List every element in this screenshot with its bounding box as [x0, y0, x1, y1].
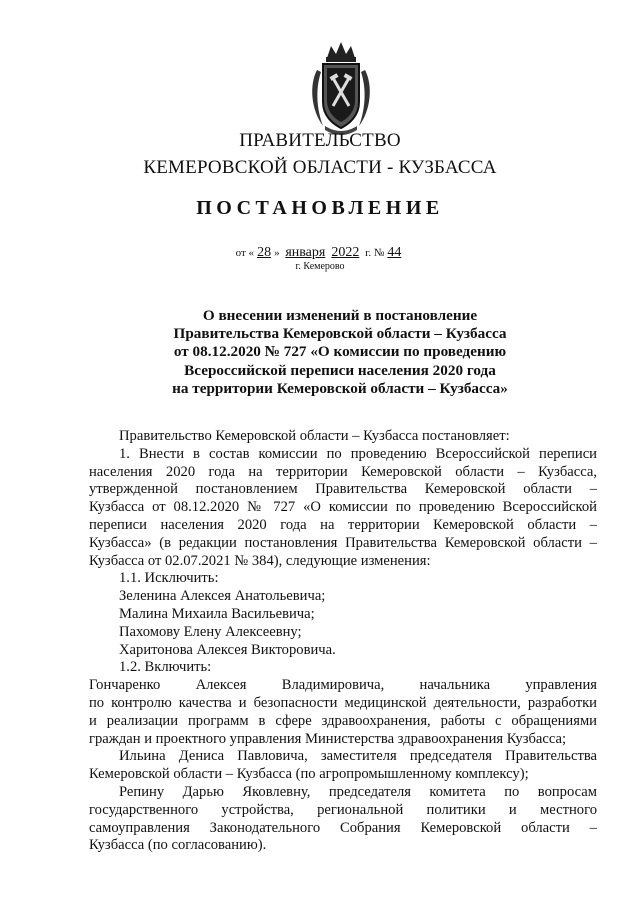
body-line: по контролю качества и безопасности медицинской деятельности, разработки [89, 694, 597, 711]
body-line: Малина Михаила Васильевича; [119, 605, 315, 622]
date-day: 28 [257, 245, 272, 260]
date-prefix: от « [235, 247, 255, 259]
document-body [89, 428, 597, 855]
subject-line: Правительства Кемеровской области – Кузбасса [173, 325, 507, 343]
body-line: Кузбасса от 08.12.2020 № 727 «О комиссии по проведению Всероссийской [89, 499, 597, 516]
body-line: Кузбасса (по согласованию). [89, 837, 267, 854]
body-line: государственного устройства, региональной политики и местного [89, 801, 597, 818]
subject-line: Всероссийской переписи населения 2020 года [184, 361, 496, 379]
body-line: Зеленина Алексея Анатольевича; [119, 588, 326, 605]
date-year: 2022 [331, 245, 360, 260]
date-suffix: г. № [365, 247, 385, 259]
body-line: самоуправления Законодательного Собрания Кемеровской области – [89, 819, 597, 836]
body-line: 1. Внести в состав комиссии по проведению Всероссийской переписи [119, 445, 597, 462]
date-month: января [285, 245, 326, 260]
document-date-line [0, 245, 640, 261]
body-line: Правительство Кемеровской области – Кузбасса постановляет: [119, 428, 510, 444]
subject-line: от 08.12.2020 № 727 «О комиссии по проведению [173, 343, 507, 361]
subject-line: на территории Кемеровской области – Кузбасса» [172, 379, 508, 397]
body-line: граждан и проектного управления Министерства здравоохранения Кузбасса; [89, 730, 567, 747]
body-line: 1.2. Включить: [119, 659, 212, 676]
body-line: Репину Дарью Яковлевну, председателя комитета по вопросам [119, 783, 597, 800]
body-line: переписи населения 2020 года на территории Кемеровской области – [89, 516, 597, 533]
document-type: ПОСТАНОВЛЕНИЕ [196, 197, 444, 219]
body-line: 1.1. Исключить: [119, 570, 219, 587]
body-line: и реализации программ в сфере здравоохранения, работы с обращениями [89, 712, 597, 729]
region-title: КЕМЕРОВСКОЙ ОБЛАСТИ - КУЗБАССА [143, 157, 497, 178]
government-title: ПРАВИТЕЛЬСТВО [239, 130, 401, 151]
subject-line: О внесении изменений в постановление [202, 307, 478, 324]
date-mid: » [274, 247, 280, 259]
body-line: Кузбасса» (в редакции постановления Правительства Кемеровской области – [89, 534, 597, 551]
body-line: Харитонова Алексея Викторовича. [119, 641, 336, 658]
body-line: Ильина Дениса Павловича, заместителя председателя Правительства [119, 748, 597, 765]
body-line: населения 2020 года на территории Кемеровской области – Кузбасса, [89, 463, 597, 480]
body-line: Пахомову Елену Алексеевну; [119, 623, 302, 640]
document-number: 44 [387, 245, 402, 260]
body-line: Кузбасса от 02.07.2021 № 384), следующие изменения: [89, 552, 431, 569]
body-line: Кемеровской области – Кузбасса (по агропромышленному комплексу); [89, 766, 529, 783]
kuzbass-coat-of-arms-emblem [303, 40, 379, 140]
body-line: утвержденной постановлением Правительства Кемеровской области – [89, 481, 597, 498]
body-line: Гончаренко Алексея Владимировича, начальника управления [89, 677, 597, 694]
city: г. Кемерово [295, 261, 345, 272]
document-subject [120, 307, 560, 398]
